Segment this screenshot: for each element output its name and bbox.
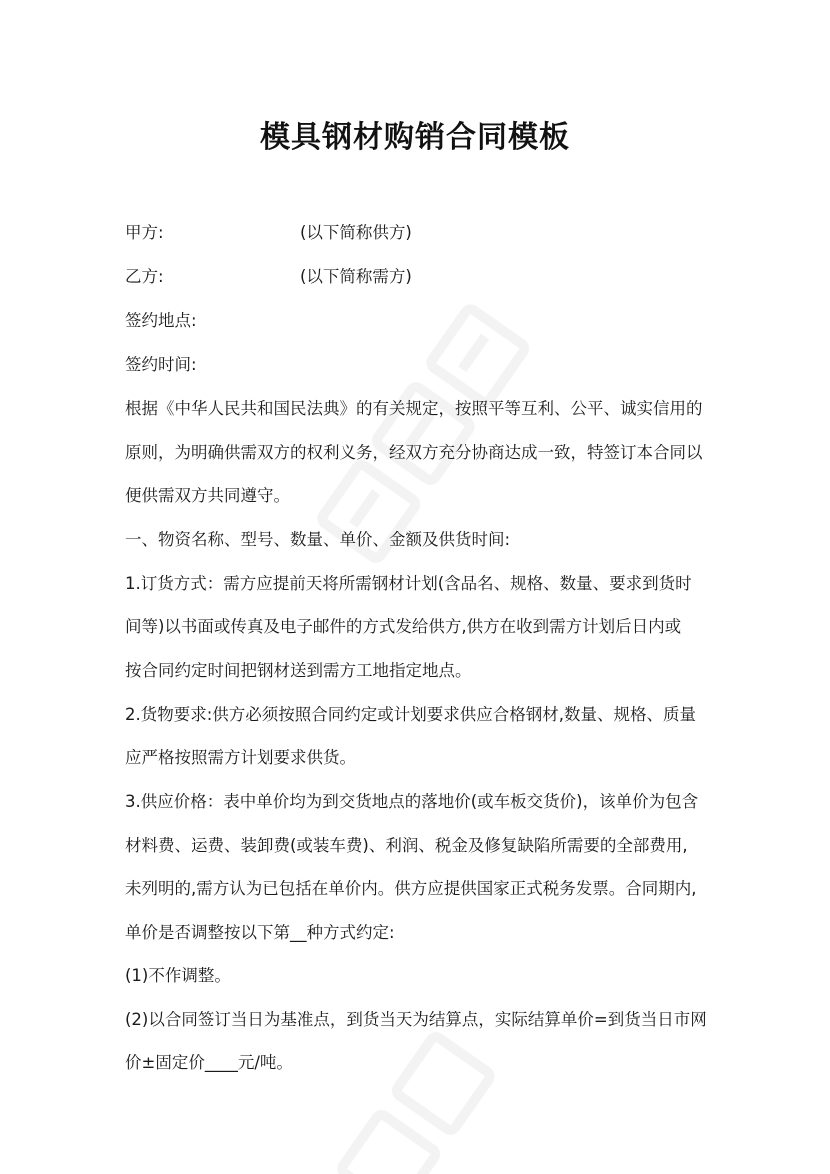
document-title: 模具钢材购销合同模板 [260,120,570,155]
party-b-note: (以下简称需方) [300,267,412,286]
body-line: 1.订货方式：需方应提前天将所需钢材计划(含品名、规格、数量、要求到货时 [125,574,692,593]
body-line: 按合同约定时间把钢材送到需方工地指定地点。 [125,661,472,680]
body-line: 材料费、运费、装卸费(或装车费)、利润、税金及修复缺陷所需要的全部费用, [125,836,688,855]
body-line: 根据《中华人民共和国民法典》的有关规定，按照平等互利、公平、诚实信用的 [125,399,703,418]
sign-time-label: 签约时间: [125,355,197,374]
body-line: 2.货物要求:供方必须按照合同约定或计划要求供应合格钢材,数量、规格、质量 [125,705,697,724]
body-line: (2)以合同签订当日为基准点，到货当天为结算点，实际结算单价=到货当日市网 [125,1010,707,1029]
body-line: 便供需双方共同遵守。 [125,486,290,505]
body-line: 价±固定价____元/吨。 [125,1053,293,1072]
body-line: (1)不作调整。 [125,966,231,985]
body-line: 应严格按照需方计划要求供货。 [125,748,356,767]
section-heading: 一、物资名称、型号、数量、单价、金额及供货时间: [125,530,511,549]
body-line: 3.供应价格：表中单价均为到交货地点的落地价(或车板交货价)，该单价为包含 [125,792,699,811]
body-line: 单价是否调整按以下第__种方式约定: [125,923,395,942]
sign-place-label: 签约地点: [125,311,197,330]
party-b-label: 乙方: [125,267,164,286]
body-line: 未列明的,需方认为已包括在单价内。供方应提供国家正式税务发票。合同期内, [125,879,697,898]
body-line: 原则，为明确供需双方的权利义务，经双方充分协商达成一致，特签订本合同以 [125,443,703,462]
party-a-label: 甲方: [125,223,164,242]
party-a-note: (以下简称供方) [300,223,412,242]
body-line: 间等)以书面或传真及电子邮件的方式发给供方,供方在收到需方计划后日内或 [125,617,682,636]
